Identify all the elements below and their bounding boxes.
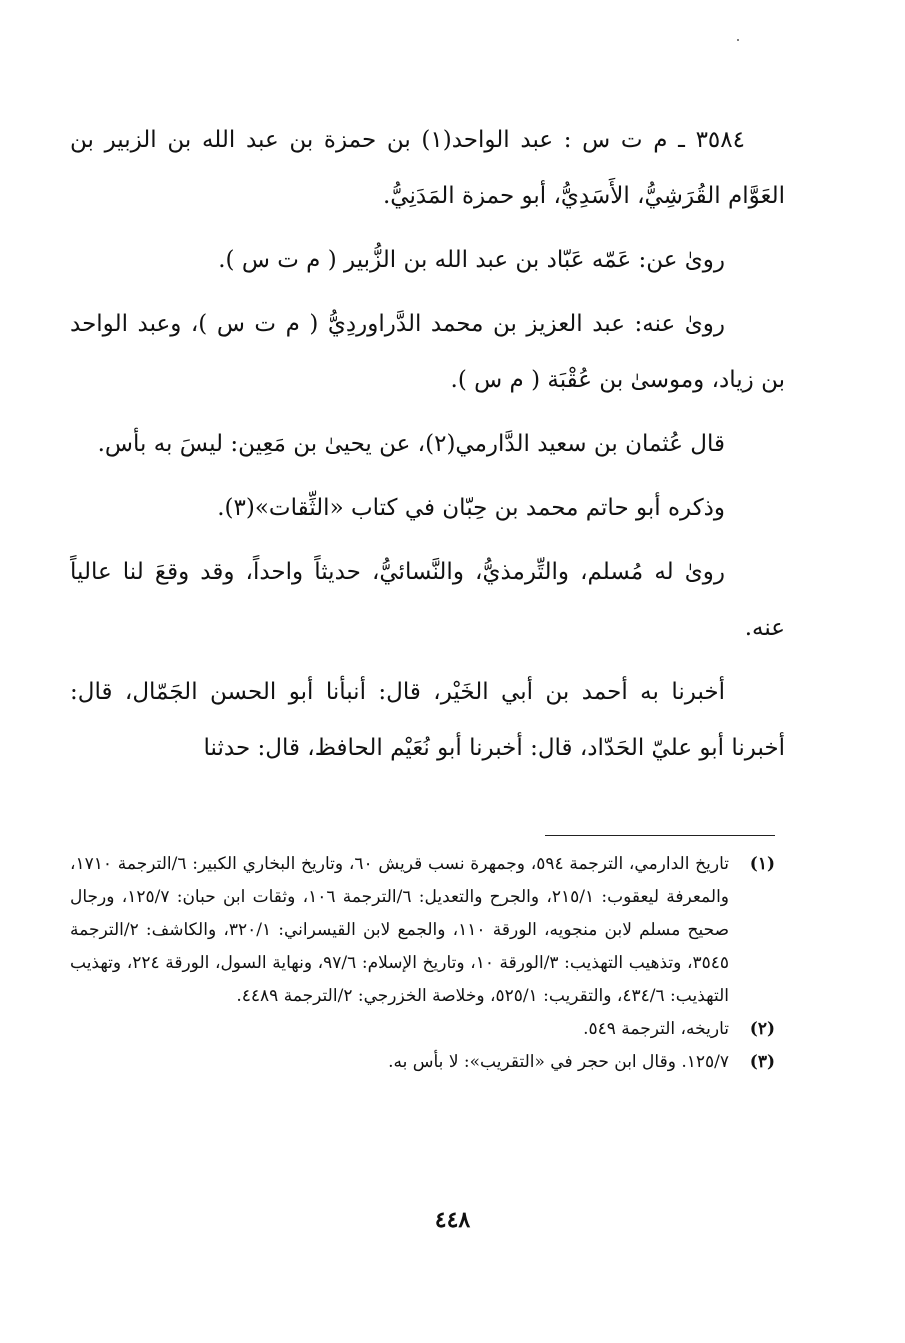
scan-speck — [737, 39, 739, 41]
footnote-text: تاريخه، الترجمة ٥٤٩. — [583, 1019, 729, 1039]
footnote-text: ١٢٥/٧. وقال ابن حجر في «التقريب»: لا بأس به. — [388, 1052, 729, 1072]
footnote-item — [70, 848, 775, 1013]
footnote-item — [70, 1046, 775, 1079]
main-text — [70, 112, 785, 784]
akhbarana-paragraph: أخبرنا به أحمد بن أبي الخَيْر، قال: أنبأنا أبو الحسن الجَمّال، قال: أخبرنا أبو عليّ الحَدّاد، قال: أخبرنا أبو نُعَيْم الحافظ، قال: حدثنا — [70, 679, 785, 761]
footnotes — [70, 848, 775, 1079]
footnote-separator — [545, 835, 775, 836]
footnote-marker: (٢) — [749, 1019, 775, 1039]
entry-header: ٣٥٨٤ ـ م ت س : عبد الواحد(١) بن حمزة بن عبد الله بن الزبير بن العَوَّام القُرَشِيُّ، الأَسَدِيُّ، أبو حمزة المَدَنِيُّ. — [70, 127, 785, 209]
footnote-marker: (٣) — [749, 1052, 775, 1072]
footnote-item — [70, 1013, 775, 1046]
page-number: ٤٤٨ — [434, 1207, 471, 1233]
rawa-anhu-paragraph: روىٰ عنه: عبد العزيز بن محمد الدَّراوردِيُّ ( م ت س )، وعبد الواحد بن زياد، وموسىٰ بن عُقْبَة ( م س ). — [70, 311, 785, 393]
dhakarahu-paragraph: وذكره أبو حاتم محمد بن حِبّان في كتاب «الثِّقات»(٣). — [217, 495, 725, 521]
footnote-text: تاريخ الدارمي، الترجمة ٥٩٤، وجمهرة نسب قريش ٦٠، وتاريخ البخاري الكبير: ٦/الترجمة ١٧١٠، والمعرفة ليعقوب: ٢١٥/١، والجرح والتعديل: ٦/الترجمة ١٠٦، وثقات ابن حبان: ١٢٥/٧، ورجال صحيح مسلم لابن منجويه، الورقة ١١٠، والجمع لابن القيسراني: ٣٢٠/١، والكاشف: ٢/الترجمة ٣٥٤٥، وتذهيب التهذيب: ٣/الورقة ١٠، وتاريخ الإسلام: ٩٧/٦، ونهاية السول، الورقة ٢٢٤، وتهذيب التهذيب: ٤٣٤/٦، والتقريب: ٥٢٥/١، وخلاصة الخزرجي: ٢/الترجمة ٤٤٨٩. — [70, 854, 730, 1006]
footnote-marker: (١) — [749, 854, 775, 874]
qala-paragraph: قال عُثمان بن سعيد الدَّارمي(٢)، عن يحيىٰ بن مَعِين: ليسَ به بأس. — [97, 431, 725, 457]
rawa-an-paragraph: روىٰ عن: عَمّه عَبّاد بن عبد الله بن الزُّبير ( م ت س ). — [218, 247, 725, 273]
rawa-lahu-paragraph: روىٰ له مُسلم، والتِّرمذيُّ، والنَّسائيُّ، حديثاً واحداً، وقد وقعَ لنا عالياً عنه. — [70, 559, 785, 641]
